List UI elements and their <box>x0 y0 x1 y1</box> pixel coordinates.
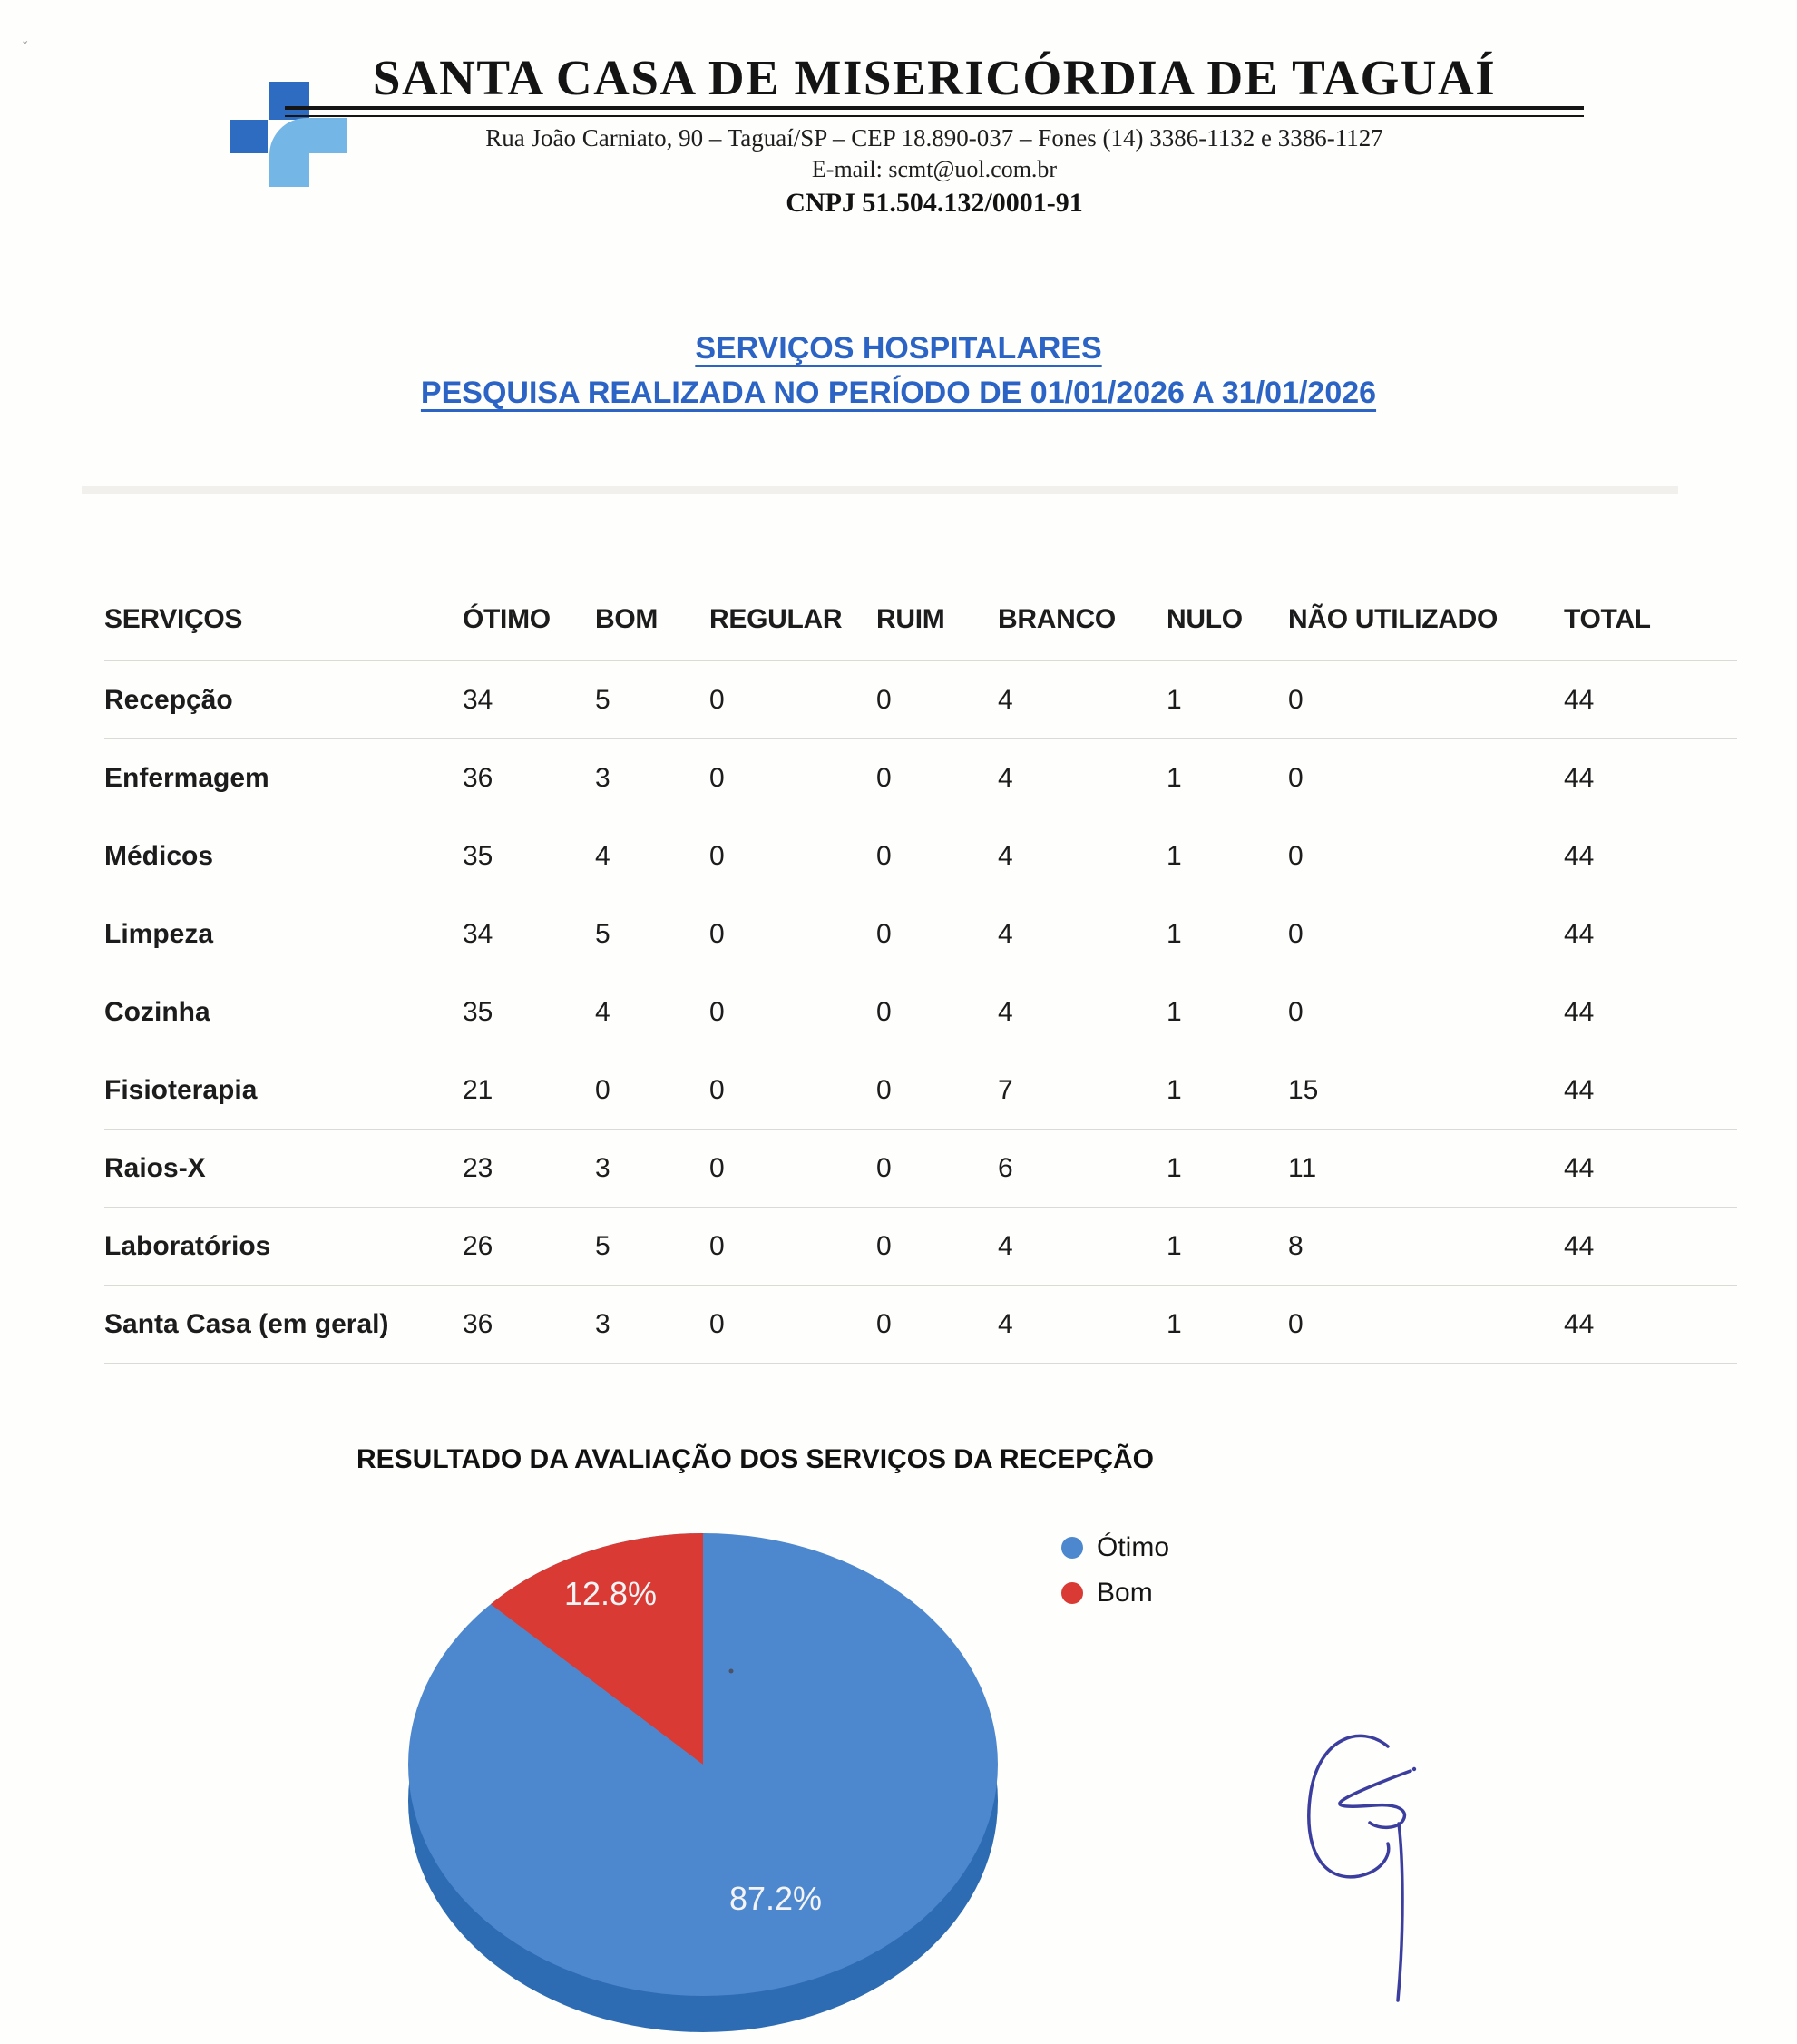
cell-value: 34 <box>463 918 493 949</box>
cell-value: 35 <box>463 840 493 871</box>
signature-stroke <box>1340 1771 1411 2000</box>
legend-dot-icon <box>1061 1582 1083 1604</box>
cell-value: 44 <box>1564 840 1595 871</box>
cell-value: 4 <box>595 996 610 1027</box>
cell-value: 0 <box>876 1152 892 1183</box>
cell-value: 11 <box>1288 1152 1317 1183</box>
cell-value: 4 <box>998 840 1013 871</box>
column-header: ÓTIMO <box>463 604 551 634</box>
cell-value: 0 <box>876 1230 892 1261</box>
cell-value: 0 <box>709 996 725 1027</box>
cell-value: 0 <box>1288 762 1304 793</box>
logo-square-left <box>230 120 268 153</box>
cell-value: 0 <box>876 996 892 1027</box>
org-name: SANTA CASA DE MISERICÓRDIA DE TAGUAÍ <box>372 50 1497 105</box>
cell-value: 1 <box>1167 918 1182 949</box>
cell-value: 44 <box>1564 1308 1595 1339</box>
scan-artifact: ˇ <box>22 39 30 56</box>
cell-value: 26 <box>463 1230 493 1261</box>
cell-value: 0 <box>876 762 892 793</box>
legend-item <box>1061 1575 1169 1611</box>
cell-value: 44 <box>1564 1152 1595 1183</box>
legend-dot-icon <box>1061 1537 1083 1559</box>
service-name: Recepção <box>104 684 233 715</box>
column-header: NÃO UTILIZADO <box>1288 604 1499 634</box>
cell-value: 0 <box>1288 1308 1304 1339</box>
table-row <box>104 661 1737 739</box>
pie-value-label: 12.8% <box>563 1575 658 1612</box>
cell-value: 0 <box>709 1074 725 1105</box>
cell-value: 1 <box>1167 762 1182 793</box>
cell-value: 1 <box>1167 996 1182 1027</box>
column-header: RUIM <box>876 604 945 634</box>
legend-label: Ótimo <box>1097 1532 1170 1562</box>
column-header: BOM <box>595 604 659 634</box>
table-row <box>104 895 1737 973</box>
doc-title-line2: PESQUISA REALIZADA NO PERÍODO DE 01/01/2026 A 31/01/2026 <box>420 376 1377 411</box>
cell-value: 36 <box>463 762 493 793</box>
cell-value: 0 <box>1288 996 1304 1027</box>
org-address: Rua João Carniato, 90 – Taguaí/SP – CEP 18.890-037 – Fones (14) 3386-1132 e 3386-1127 <box>485 123 1383 152</box>
cell-value: 0 <box>876 918 892 949</box>
table-row <box>104 973 1737 1051</box>
cell-value: 0 <box>709 684 725 715</box>
chart-title: RESULTADO DA AVALIAÇÃO DOS SERVIÇOS DA RECEPÇÃO <box>356 1444 1154 1474</box>
pie-value-label: 87.2% <box>728 1880 823 1917</box>
cell-value: 0 <box>1288 684 1304 715</box>
service-name: Fisioterapia <box>104 1074 258 1105</box>
cell-value: 36 <box>463 1308 493 1339</box>
scan-band-artifact <box>82 486 1678 494</box>
cell-value: 0 <box>876 1074 892 1105</box>
letterhead-rule <box>285 106 1584 117</box>
cell-value: 0 <box>1288 918 1304 949</box>
letterhead <box>272 51 1597 219</box>
cell-value: 0 <box>709 762 725 793</box>
cell-value: 7 <box>998 1074 1013 1105</box>
signature <box>1270 1706 1470 2023</box>
cell-value: 34 <box>463 684 493 715</box>
services-table <box>104 579 1737 1364</box>
cell-value: 1 <box>1167 1152 1182 1183</box>
cell-value: 0 <box>595 1074 610 1105</box>
cell-value: 3 <box>595 1152 610 1183</box>
legend-item <box>1061 1530 1169 1566</box>
legend-label: Bom <box>1097 1578 1153 1608</box>
cell-value: 35 <box>463 996 493 1027</box>
cell-value: 4 <box>998 684 1013 715</box>
cell-value: 0 <box>709 1152 725 1183</box>
table-header-row <box>104 579 1737 661</box>
table-row <box>104 1286 1737 1364</box>
cell-value: 21 <box>463 1074 493 1105</box>
chart-legend <box>1061 1530 1169 1620</box>
cell-value: 5 <box>595 684 610 715</box>
table-row <box>104 739 1737 817</box>
cell-value: 0 <box>709 840 725 871</box>
table-body <box>104 661 1737 1364</box>
document-titles <box>0 327 1797 416</box>
cell-value: 1 <box>1167 684 1182 715</box>
cell-value: 0 <box>1288 840 1304 871</box>
service-name: Enfermagem <box>104 762 269 793</box>
cell-value: 4 <box>998 762 1013 793</box>
cell-value: 44 <box>1564 918 1595 949</box>
service-name: Raios-X <box>104 1152 206 1183</box>
cell-value: 1 <box>1167 840 1182 871</box>
column-header: SERVIÇOS <box>104 604 243 634</box>
cell-value: 4 <box>998 1230 1013 1261</box>
cell-value: 4 <box>998 1308 1013 1339</box>
cell-value: 4 <box>595 840 610 871</box>
cell-value: 5 <box>595 918 610 949</box>
cell-value: 6 <box>998 1152 1013 1183</box>
cell-value: 0 <box>876 1308 892 1339</box>
table-row <box>104 1208 1737 1286</box>
org-cnpj: CNPJ 51.504.132/0001-91 <box>786 187 1083 218</box>
cell-value: 44 <box>1564 996 1595 1027</box>
doc-title-line1: SERVIÇOS HOSPITALARES <box>695 331 1102 366</box>
cell-value: 0 <box>709 1308 725 1339</box>
service-name: Santa Casa (em geral) <box>104 1308 389 1339</box>
service-name: Cozinha <box>104 996 210 1027</box>
cell-value: 0 <box>709 918 725 949</box>
org-email: E-mail: scmt@uol.com.br <box>811 155 1058 182</box>
pie-chart <box>390 1524 1025 2041</box>
cell-value: 3 <box>595 762 610 793</box>
cell-value: 15 <box>1288 1074 1319 1105</box>
cell-value: 44 <box>1564 1230 1595 1261</box>
cell-value: 4 <box>998 996 1013 1027</box>
scan-speck <box>729 1669 734 1674</box>
cell-value: 0 <box>876 684 892 715</box>
cell-value: 3 <box>595 1308 610 1339</box>
cell-value: 23 <box>463 1152 493 1183</box>
cell-value: 44 <box>1564 684 1595 715</box>
cell-value: 0 <box>709 1230 725 1261</box>
table-row <box>104 817 1737 895</box>
signature-dot <box>1412 1767 1416 1771</box>
cell-value: 8 <box>1288 1230 1304 1261</box>
cell-value: 1 <box>1167 1230 1182 1261</box>
service-name: Limpeza <box>104 918 214 949</box>
column-header: BRANCO <box>998 604 1116 634</box>
cell-value: 44 <box>1564 762 1595 793</box>
cell-value: 44 <box>1564 1074 1595 1105</box>
cell-value: 1 <box>1167 1308 1182 1339</box>
table-row <box>104 1051 1737 1130</box>
column-header: REGULAR <box>709 604 843 634</box>
service-name: Laboratórios <box>104 1230 271 1261</box>
table-row <box>104 1130 1737 1208</box>
service-name: Médicos <box>104 840 214 871</box>
cell-value: 1 <box>1167 1074 1182 1105</box>
column-header: NULO <box>1167 604 1243 634</box>
column-header: TOTAL <box>1564 604 1651 634</box>
cell-value: 0 <box>876 840 892 871</box>
cell-value: 4 <box>998 918 1013 949</box>
cell-value: 5 <box>595 1230 610 1261</box>
